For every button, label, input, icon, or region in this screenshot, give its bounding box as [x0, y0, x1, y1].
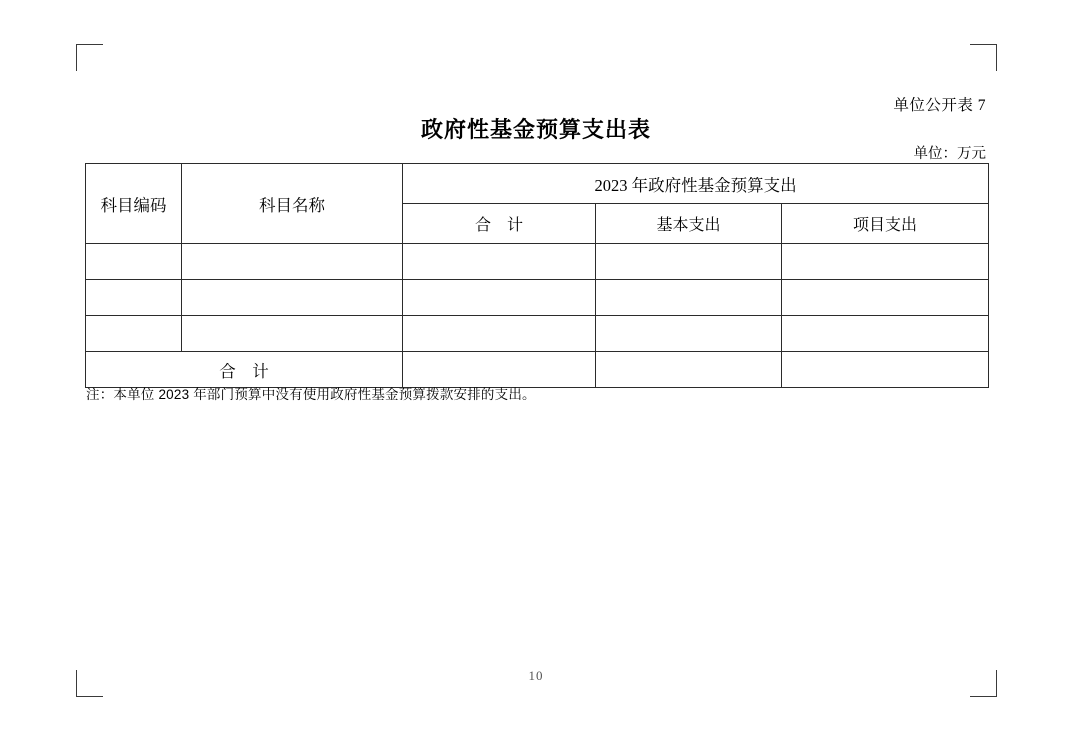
header-sub-project: 项目支出 — [782, 204, 989, 244]
cell-basic — [596, 244, 782, 280]
cell-code — [86, 280, 182, 316]
cell-project — [782, 244, 989, 280]
table-row — [86, 280, 989, 316]
crop-mark-top-right — [970, 44, 997, 71]
header-sub-basic: 基本支出 — [596, 204, 782, 244]
cell-basic — [596, 280, 782, 316]
total-row-project — [782, 352, 989, 388]
cell-total — [403, 244, 596, 280]
unit-note: 单位：万元 — [913, 146, 986, 162]
cell-code — [86, 244, 182, 280]
cell-name — [182, 244, 403, 280]
budget-table — [85, 163, 989, 388]
total-row-label: 合 计 — [86, 352, 403, 388]
form-label: 单位公开表 7 — [893, 97, 986, 114]
header-col-name: 科目名称 — [182, 164, 403, 244]
table-row — [86, 316, 989, 352]
crop-mark-top-left — [76, 44, 103, 71]
header-sub-total: 合 计 — [403, 204, 596, 244]
page-number: 10 — [528, 668, 544, 683]
cell-basic — [596, 316, 782, 352]
cell-total — [403, 316, 596, 352]
cell-project — [782, 280, 989, 316]
footnote: 注：本单位 2023 年部门预算中没有使用政府性基金预算拨款安排的支出。 — [86, 387, 536, 402]
cell-project — [782, 316, 989, 352]
table-row — [86, 244, 989, 280]
header-group-expenditure: 2023 年政府性基金预算支出 — [403, 164, 989, 204]
cell-name — [182, 316, 403, 352]
cell-code — [86, 316, 182, 352]
cell-name — [182, 280, 403, 316]
total-row-basic — [596, 352, 782, 388]
cell-total — [403, 280, 596, 316]
page-title: 政府性基金预算支出表 — [420, 117, 651, 142]
header-col-code: 科目编码 — [86, 164, 182, 244]
